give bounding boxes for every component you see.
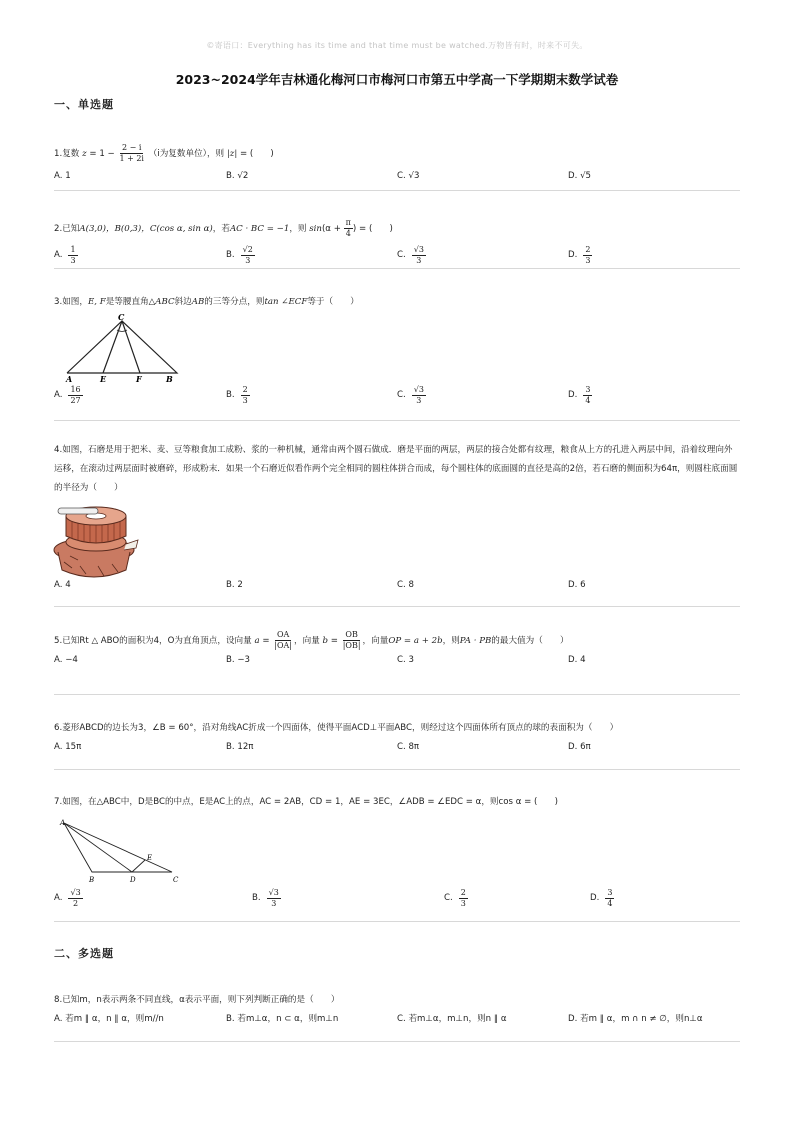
divider — [54, 694, 740, 695]
question-stem: 3.如图，E, F是等腰直角△ABC斜边AB的三等分点，则tan ∠ECF等于（ ） — [54, 297, 359, 307]
option-d[interactable]: D. $\frac{3}{4}$ — [568, 385, 591, 405]
divider — [54, 606, 740, 607]
divider — [54, 190, 740, 191]
question-6 — [54, 721, 740, 762]
option-d[interactable]: D. √5 — [568, 171, 592, 181]
label-c: C — [173, 876, 179, 884]
question-8 — [54, 993, 740, 1034]
section-single-choice: 一、单选题 — [54, 98, 114, 111]
option-d[interactable]: D. 若m ∥ α，m ∩ n ≠ ∅，则n⊥α — [568, 1014, 703, 1024]
question-7 — [54, 795, 740, 810]
label-c: C — [118, 312, 125, 322]
label-d: D — [130, 876, 136, 884]
question-5 — [54, 630, 740, 675]
label-b: B — [89, 876, 95, 884]
option-c[interactable]: C. $\frac{2}{3}$ — [444, 888, 466, 908]
option-a[interactable]: A. −4 — [54, 655, 78, 665]
option-d[interactable]: D. $\frac{3}{4}$ — [590, 888, 613, 908]
option-b[interactable]: B. √2 — [226, 171, 249, 181]
question-stem: 6.菱形ABCD的边长为3，∠B = 60°，沿对角线AC折成一个四面体，使得平面ACD⊥平面ABC，则经过这个四面体所有顶点的球的表面积为（ ） — [54, 723, 619, 733]
divider — [54, 769, 740, 770]
divider — [54, 921, 740, 922]
option-c[interactable]: C. 3 — [397, 655, 414, 665]
label-e: E — [100, 374, 107, 384]
option-a[interactable]: A. 15π — [54, 742, 82, 752]
question-stem: 8.已知m，n表示两条不同直线，α表示平面，则下列判断正确的是（ ） — [54, 995, 340, 1005]
option-b[interactable]: B. 若m⊥α，n ⊂ α，则m⊥n — [226, 1014, 339, 1024]
option-d[interactable]: D. $\frac{2}{3}$ — [568, 245, 591, 265]
option-d[interactable]: D. 4 — [568, 655, 586, 665]
question-3-options — [54, 385, 740, 407]
question-stem: 4.如图，石磨是用于把米、麦、豆等粮食加工成粉、浆的一种机械，通常由两个圆石做成．磨是平面的两层，两层的接合处都有纹理，粮食从上方的孔进入两层中间，沿着纹理向外运移，在滚动过两层面时被磨碎，形成粉末．如果一个石磨近似看作两个完全相同的圆柱体拼合而成，每个圆柱体的底面圆的直径是高的2倍，若石磨的侧面积为64π，则圆柱底面圆的半径为（ ） — [54, 445, 738, 493]
option-a[interactable]: A. 1 — [54, 171, 71, 181]
exam-title: 2023~2024学年吉林通化梅河口市梅河口市第五中学高一下学期期末数学试卷 — [175, 72, 619, 87]
option-a[interactable]: A. $\frac{16}{27}$ — [54, 385, 81, 405]
label-f: F — [136, 374, 142, 384]
option-c[interactable]: C. 若m⊥α，m⊥n，则n ∥ α — [397, 1014, 507, 1024]
triangle-figure — [60, 310, 190, 385]
option-d[interactable]: D. 6π — [568, 742, 591, 752]
option-c[interactable]: C. 8π — [397, 742, 420, 752]
label-a: A — [66, 374, 73, 384]
question-stem: 5.已知Rt △ ABO的面积为4，O为直角顶点，设向量 a = $\frac{OA}{|OA|}$ ，向量 b = $\frac{OB}{|OB|}$ ，向量OP = a + 2b，则PA · PB的最大值为（ ） — [54, 630, 569, 650]
option-a[interactable]: A. $\frac{1}{3}$ — [54, 245, 76, 265]
option-b[interactable]: B. $\frac{√3}{3}$ — [252, 888, 279, 908]
option-c[interactable]: C. 8 — [397, 580, 414, 590]
option-c[interactable]: C. √3 — [397, 171, 420, 181]
question-stem: 7.如图，在△ABC中，D是BC的中点，E是AC上的点，AC = 2AB，CD = 1，AE = 3EC，∠ADB = ∠EDC = α，则cos α = ( ) — [54, 797, 558, 807]
millstone-image — [52, 504, 140, 584]
triangle-abc — [67, 321, 177, 373]
option-b[interactable]: B. $\frac{2}{3}$ — [226, 385, 248, 405]
question-7-options — [54, 888, 740, 910]
option-a[interactable]: A. 若m ∥ α，n ∥ α，则m//n — [54, 1014, 164, 1024]
option-c[interactable]: C. $\frac{√3}{3}$ — [397, 385, 424, 405]
option-b[interactable]: B. $\frac{√2}{3}$ — [226, 245, 253, 265]
question-3 — [54, 295, 740, 310]
triangle-abc — [64, 823, 172, 872]
question-1 — [54, 143, 740, 191]
section-multiple-choice: 二、多选题 — [54, 947, 114, 960]
triangle-abdc-figure — [58, 817, 188, 887]
divider — [54, 420, 740, 421]
question-4 — [54, 441, 740, 498]
question-2 — [54, 218, 740, 267]
option-d[interactable]: D. 6 — [568, 580, 586, 590]
question-stem: 1.复数 z = 1 − $\frac{2 - i}{1 + 2i}$ （i为复数单位），则 |z| = ( ) — [54, 143, 274, 163]
option-a[interactable]: A. 4 — [54, 580, 71, 590]
option-a[interactable]: A. $\frac{√3}{2}$ — [54, 888, 81, 908]
label-b: B — [166, 374, 173, 384]
question-stem: 2.已知A(3,0)，B(0,3)，C(cos α, sin α)，若AC · BC = −1，则 sin(α + $\frac{\pi}{4}$ ) = ( ) — [54, 218, 393, 238]
segment-de — [132, 860, 145, 872]
option-b[interactable]: B. −3 — [226, 655, 251, 665]
divider — [54, 1041, 740, 1042]
option-b[interactable]: B. 12π — [226, 742, 254, 752]
label-a: A — [60, 819, 66, 827]
label-e: E — [147, 854, 153, 862]
divider — [54, 268, 740, 269]
question-4-options — [54, 578, 740, 600]
option-c[interactable]: C. $\frac{√3}{3}$ — [397, 245, 424, 265]
segment-ce — [103, 321, 122, 373]
watermark: ©寄语口：Everything has its time and that time must be watched.万物皆有时，时来不可失。 — [206, 41, 588, 50]
option-b[interactable]: B. 2 — [226, 580, 243, 590]
segment-ad — [64, 823, 132, 872]
